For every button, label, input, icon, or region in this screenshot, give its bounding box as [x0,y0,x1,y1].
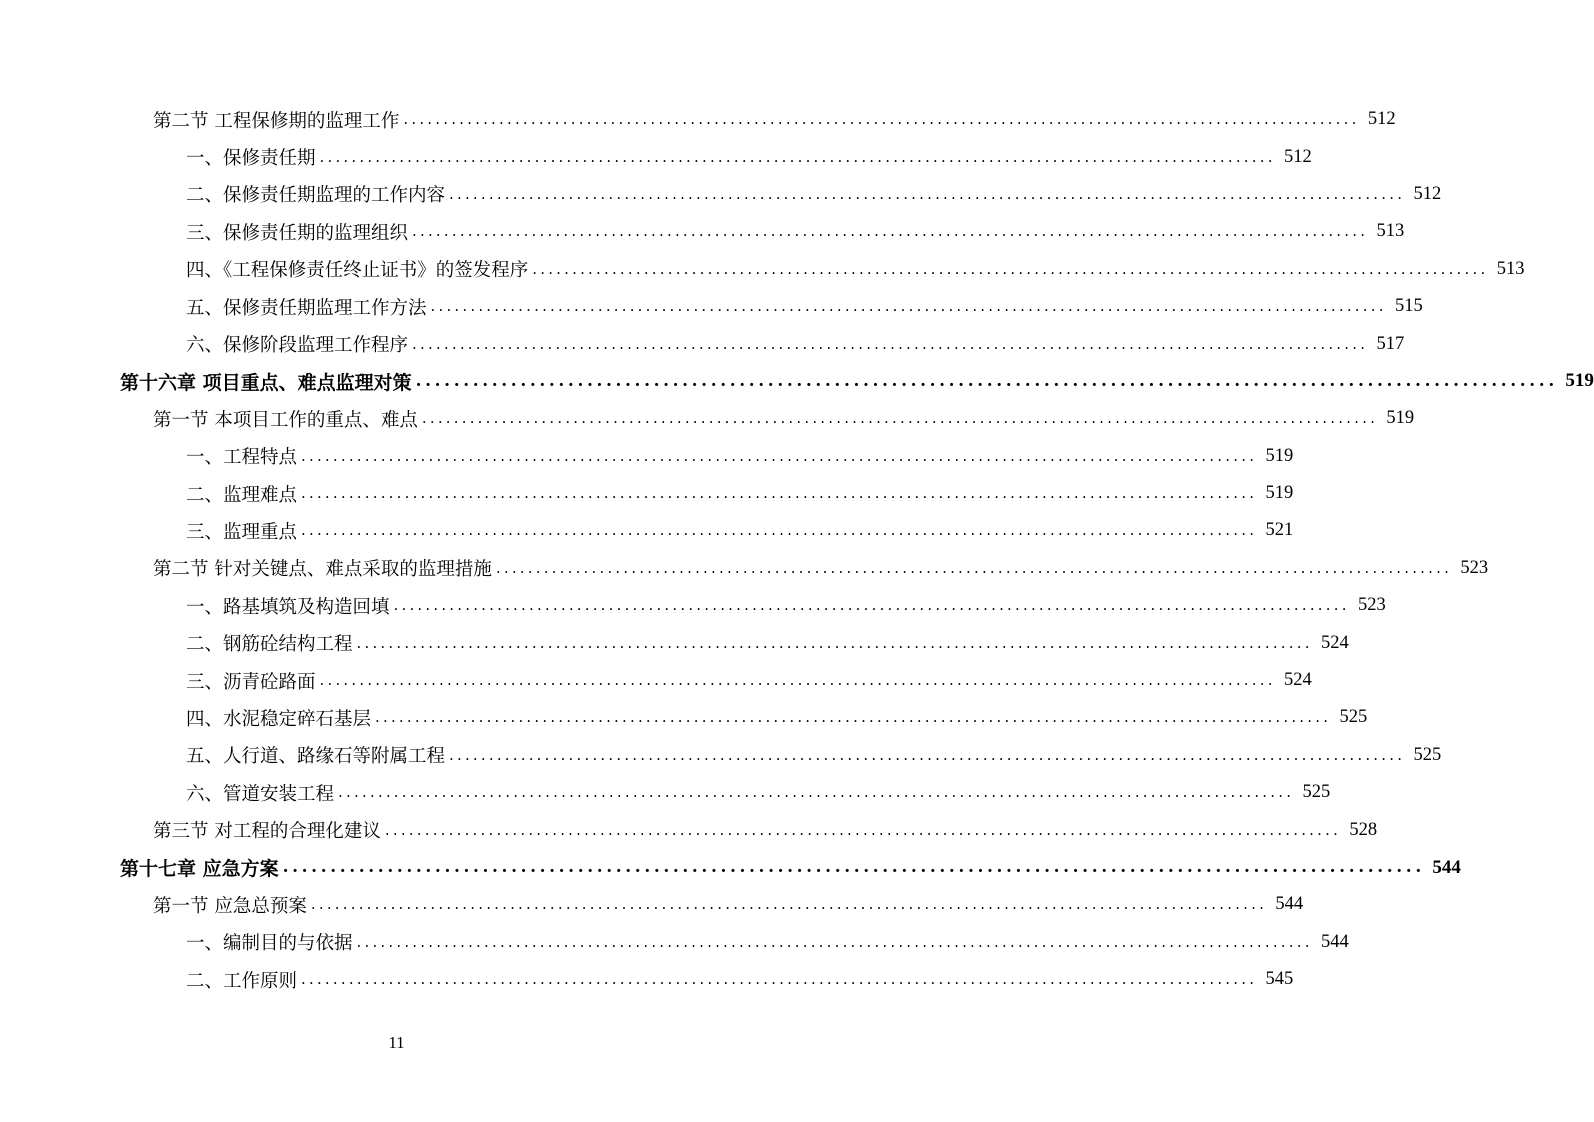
toc-subsection-entry[interactable] [0,288,1423,325]
toc-dot-leader: ........................................................................................................................ [301,970,1258,989]
toc-entry-title: 六、管道安装工程 [186,783,335,805]
toc-dot-leader: ........................................................................................................................ [301,521,1258,540]
toc-dot-leader: ........................................................................................................................ [495,558,1453,577]
toc-dot-leader: ........................................................................................................................ [403,110,1360,129]
toc-entry-title: 二、钢筋砼结构工程 [186,634,353,656]
toc-entry-page: 544 [1320,931,1349,952]
page-number: 11 [388,1033,405,1052]
toc-dot-leader: ........................................................................................................................ [384,820,1342,839]
toc-subsection-entry[interactable] [0,587,1386,624]
toc-subsection-entry[interactable] [0,924,1349,961]
toc-section-entry[interactable] [0,101,1396,138]
toc-entry-page: 513 [1496,258,1525,279]
toc-dot-leader: ........................................................................................................................ [449,184,1406,203]
toc-dot-leader: ........................................................................................................................ [282,857,1425,877]
toc-entry-page: 525 [1339,707,1368,728]
toc-chapter-entry[interactable] [0,363,1594,400]
toc-entry-title: 第一节 本项目工作的重点、难点 [153,409,418,431]
toc-subsection-entry[interactable] [0,438,1294,475]
toc-dot-leader: ........................................................................................................................ [415,370,1558,391]
toc-entry-page: 512 [1367,109,1396,130]
toc-entry-title: 第三节 对工程的合理化建议 [153,821,381,843]
toc-entry-page: 525 [1302,782,1331,803]
toc-entry-page: 521 [1265,520,1294,541]
toc-dot-leader: ........................................................................................................................ [301,484,1258,503]
toc-section-entry[interactable] [0,811,1378,848]
toc-entry-title: 第一节 应急总预案 [153,895,307,917]
toc-entry-title: 二、保修责任期监理的工作内容 [186,185,446,207]
toc-entry-title: 四、水泥稳定碎石基层 [186,708,372,730]
toc-entry-title: 三、沥青砼路面 [186,671,316,693]
toc-subsection-entry[interactable] [0,662,1312,699]
toc-entry-page: 545 [1265,969,1294,990]
toc-chapter-entry[interactable] [0,849,1461,886]
toc-dot-leader: ........................................................................................................................ [301,446,1258,465]
toc-dot-leader: ........................................................................................................................ [356,932,1313,951]
toc-subsection-entry[interactable] [0,624,1349,661]
toc-entry-title: 第二节 针对关键点、难点采取的监理措施 [153,559,492,581]
toc-dot-leader: ........................................................................................................................ [412,222,1369,241]
toc-dot-leader: ........................................................................................................................ [356,633,1313,652]
toc-entry-title: 二、监理难点 [186,484,298,506]
toc-subsection-entry[interactable] [0,138,1312,175]
toc-entry-title: 一、编制目的与依据 [186,933,353,955]
toc-entry-title: 五、人行道、路缘石等附属工程 [186,746,446,768]
toc-dot-leader: ........................................................................................................................ [310,895,1268,914]
toc-section-entry[interactable] [0,550,1489,587]
toc-section-entry[interactable] [0,886,1304,923]
toc-entry-page: 524 [1320,632,1349,653]
toc-subsection-entry[interactable] [0,961,1294,998]
toc-entry-title: 五、保修责任期监理工作方法 [186,297,427,319]
toc-dot-leader: ........................................................................................................................ [449,745,1406,764]
toc-entry-page: 528 [1349,819,1378,840]
toc-dot-leader: ........................................................................................................................ [430,297,1387,316]
toc-entry-page: 523 [1460,557,1489,578]
toc-entry-page: 512 [1413,183,1442,204]
toc-entry-title: 六、保修阶段监理工作程序 [186,335,409,357]
toc-entry-page: 517 [1376,333,1405,354]
toc-entry-page: 519 [1565,370,1594,392]
toc-entry-page: 515 [1394,296,1423,317]
toc-dot-leader: ........................................................................................................................ [375,708,1332,727]
toc-section-entry[interactable] [0,400,1415,437]
toc-entry-title: 一、保修责任期 [186,148,316,170]
toc-entry-page: 523 [1357,595,1386,616]
toc-entry-title: 二、工作原则 [186,970,298,992]
toc-subsection-entry[interactable] [0,176,1442,213]
toc-entry-title: 第十六章 项目重点、难点监理对策 [120,371,412,394]
toc-dot-leader: ........................................................................................................................ [532,259,1489,278]
toc-entry-page: 519 [1265,445,1294,466]
toc-subsection-entry[interactable] [0,699,1368,736]
toc-entry-title: 四、《工程保修责任终止证书》的签发程序 [186,260,529,282]
toc-entry-page: 544 [1275,894,1304,915]
table-of-contents [0,101,1594,998]
toc-entry-page: 525 [1413,744,1442,765]
toc-subsection-entry[interactable] [0,475,1294,512]
toc-subsection-entry[interactable] [0,512,1294,549]
toc-entry-title: 第十七章 应急方案 [120,858,279,880]
toc-entry-page: 524 [1283,670,1312,691]
toc-entry-title: 第二节 工程保修期的监理工作 [153,110,400,132]
toc-entry-title: 一、路基填筑及构造回填 [186,596,390,618]
toc-entry-page: 512 [1283,146,1312,167]
toc-entry-title: 三、监理重点 [186,521,298,543]
toc-dot-leader: ........................................................................................................................ [338,783,1295,802]
toc-dot-leader: ........................................................................................................................ [319,147,1276,166]
toc-entry-page: 519 [1386,408,1415,429]
toc-entry-page: 513 [1376,221,1405,242]
toc-dot-leader: ........................................................................................................................ [412,334,1369,353]
toc-entry-title: 一、工程特点 [186,447,298,469]
toc-dot-leader: ........................................................................................................................ [421,409,1379,428]
toc-entry-page: 519 [1265,483,1294,504]
toc-entry-page: 544 [1432,856,1461,878]
toc-subsection-entry[interactable] [0,213,1405,250]
toc-dot-leader: ........................................................................................................................ [393,596,1350,615]
toc-subsection-entry[interactable] [0,251,1525,288]
toc-subsection-entry[interactable] [0,774,1331,811]
toc-entry-title: 三、保修责任期的监理组织 [186,222,409,244]
toc-subsection-entry[interactable] [0,325,1405,362]
toc-subsection-entry[interactable] [0,737,1442,774]
toc-dot-leader: ........................................................................................................................ [319,671,1276,690]
